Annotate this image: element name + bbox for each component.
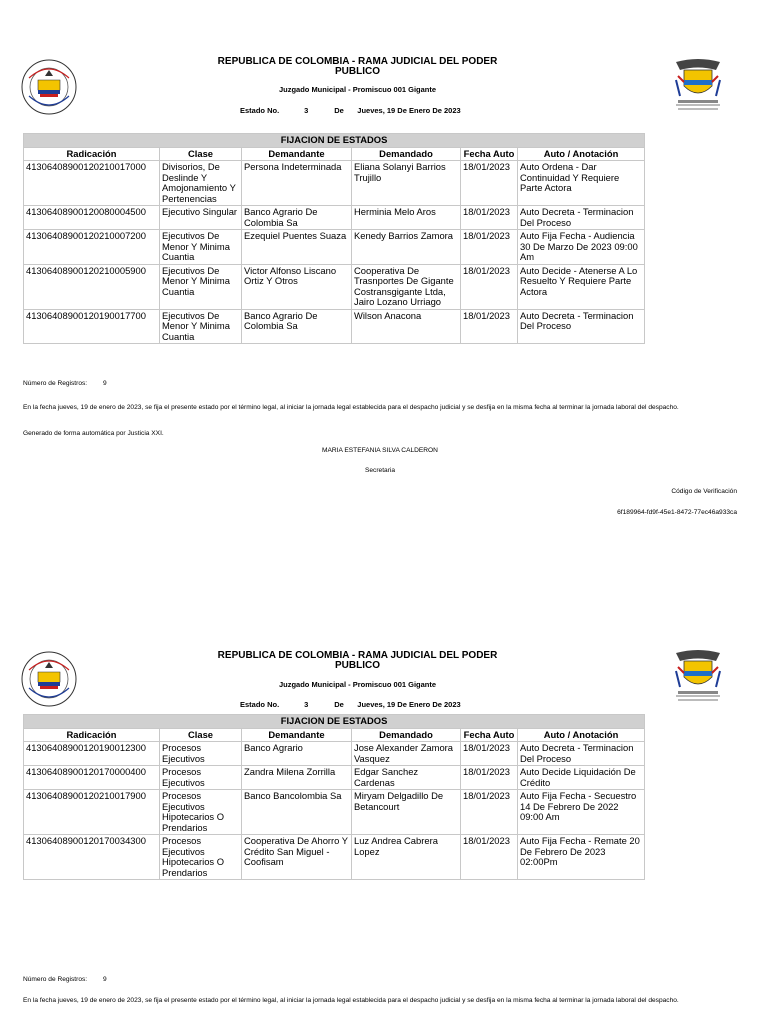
cell-demandante: Banco Agrario De Colombia Sa (242, 309, 352, 344)
cell-demandante: Banco Agrario (242, 742, 352, 766)
colombia-coat-of-arms-icon (670, 56, 726, 114)
cell-demandante: Ezequiel Puentes Suaza (242, 230, 352, 265)
cell-demandado: Edgar Sanchez Cardenas (352, 766, 461, 790)
cell-clase: Procesos Ejecutivos Hipotecarios O Prendarios (160, 790, 242, 835)
table-header-row (24, 147, 645, 161)
registros-label: Número de Registros: (23, 380, 88, 387)
registros-label: Número de Registros: (23, 976, 88, 983)
col-auto-anotacion: Auto / Anotación (518, 728, 645, 742)
cell-anotacion: Auto Decide - Atenerse A Lo Resuelto Y Requiere Parte Actora (518, 264, 645, 309)
cell-radicacion: 41306408900120190017700 (24, 309, 160, 344)
cell-anotacion: Auto Decreta - Terminacion Del Proceso (518, 742, 645, 766)
fijacion-table (23, 133, 645, 344)
table-row (24, 835, 645, 880)
table-row (24, 766, 645, 790)
col-demandante: Demandante (242, 728, 352, 742)
page-title: REPUBLICA DE COLOMBIA - RAMA JUDICIAL DEL PODER PUBLICO (217, 650, 498, 671)
table-row (24, 790, 645, 835)
col-radicacion: Radicación (24, 728, 160, 742)
cell-demandado: Jose Alexander Zamora Vasquez (352, 742, 461, 766)
fijacion-notice: En la fecha jueves, 19 de enero de 2023, se fija el presente estado por el término legal, al iniciar la jornada legal establecida para el despacho judicial y se desfija en la misma fecha al terminar la jornada laboral del despacho. (23, 997, 679, 1004)
cell-radicacion: 41306408900120210017000 (24, 161, 160, 206)
col-clase: Clase (160, 147, 242, 161)
col-fecha-auto: Fecha Auto (461, 147, 518, 161)
fijacion-notice: En la fecha jueves, 19 de enero de 2023, se fija el presente estado por el término legal, al iniciar la jornada legal establecida para el despacho judicial y se desfija en la misma fecha al terminar la jornada laboral del despacho. (23, 404, 679, 411)
table-row (24, 309, 645, 344)
cell-fecha-auto: 18/01/2023 (461, 206, 518, 230)
signer-name: MARIA ESTEFANIA SILVA CALDERON (322, 447, 438, 454)
cell-fecha-auto: 18/01/2023 (461, 766, 518, 790)
cell-anotacion: Auto Decide Liquidación De Crédito (518, 766, 645, 790)
col-fecha-auto: Fecha Auto (461, 728, 518, 742)
page-title: REPUBLICA DE COLOMBIA - RAMA JUDICIAL DEL PODER PUBLICO (217, 56, 498, 77)
court-name: Juzgado Municipal - Promiscuo 001 Gigante (278, 680, 437, 689)
cell-anotacion: Auto Fija Fecha - Secuestro 14 De Febrero De 2022 09:00 Am (518, 790, 645, 835)
cell-radicacion: 41306408900120080004500 (24, 206, 160, 230)
cell-radicacion: 41306408900120190012300 (24, 742, 160, 766)
col-demandante: Demandante (242, 147, 352, 161)
cell-demandado: Luz Andrea Cabrera Lopez (352, 835, 461, 880)
cell-clase: Procesos Ejecutivos (160, 742, 242, 766)
cell-clase: Ejecutivos De Menor Y Minima Cuantia (160, 309, 242, 344)
cell-anotacion: Auto Decreta - Terminacion Del Proceso (518, 206, 645, 230)
cell-demandante: Cooperativa De Ahorro Y Crédito San Miguel - Coofisam (242, 835, 352, 880)
table-header-row (24, 728, 645, 742)
cell-fecha-auto: 18/01/2023 (461, 835, 518, 880)
table-banner: FIJACION DE ESTADOS (24, 715, 645, 729)
cell-radicacion: 41306408900120210017900 (24, 790, 160, 835)
estado-date: Jueves, 19 De Enero De 2023 (357, 700, 461, 709)
de-label: De (334, 106, 344, 115)
cell-demandado: Herminia Melo Aros (352, 206, 461, 230)
cell-demandado: Kenedy Barrios Zamora (352, 230, 461, 265)
estado-date: Jueves, 19 De Enero De 2023 (357, 106, 461, 115)
rama-judicial-seal-icon (20, 58, 78, 116)
cell-demandante: Victor Alfonso Liscano Ortiz Y Otros (242, 264, 352, 309)
cell-clase: Ejecutivo Singular (160, 206, 242, 230)
col-demandado: Demandado (352, 728, 461, 742)
registros-count (23, 976, 107, 985)
signer-role: Secretaria (364, 467, 396, 474)
cell-anotacion: Auto Ordena - Dar Continuidad Y Requiere Parte Actora (518, 161, 645, 206)
cell-fecha-auto: 18/01/2023 (461, 309, 518, 344)
cell-anotacion: Auto Fija Fecha - Remate 20 De Febrero De 2023 02:00Pm (518, 835, 645, 880)
colombia-coat-of-arms-icon (670, 647, 726, 705)
table-banner: FIJACION DE ESTADOS (24, 134, 645, 148)
cell-fecha-auto: 18/01/2023 (461, 230, 518, 265)
cell-radicacion: 41306408900120210005900 (24, 264, 160, 309)
cell-demandado: Cooperativa De Trasnportes De Gigante Costransgigante Ltda, Jairo Lozano Urriago (352, 264, 461, 309)
rama-judicial-seal-icon (20, 650, 78, 708)
de-label: De (334, 700, 344, 709)
table-row (24, 230, 645, 265)
cell-clase: Procesos Ejecutivos Hipotecarios O Prendarios (160, 835, 242, 880)
cell-fecha-auto: 18/01/2023 (461, 264, 518, 309)
estado-number: 3 (304, 700, 309, 709)
estado-label: Estado No. (240, 106, 280, 115)
generated-note: Generado de forma automática por Justicia XXI. (23, 430, 164, 437)
registros-value: 9 (102, 380, 107, 387)
cell-clase: Ejecutivos De Menor Y Minima Cuantia (160, 264, 242, 309)
table-row (24, 161, 645, 206)
cell-radicacion: 41306408900120170000400 (24, 766, 160, 790)
cell-fecha-auto: 18/01/2023 (461, 161, 518, 206)
col-demandado: Demandado (352, 147, 461, 161)
cell-demandante: Persona Indeterminada (242, 161, 352, 206)
cell-demandado: Eliana Solanyi Barrios Trujillo (352, 161, 461, 206)
registros-count (23, 380, 107, 389)
table-row (24, 264, 645, 309)
verification-code: 6f189964-fd9f-45e1-8472-77ec46a933ca (617, 509, 737, 516)
cell-demandado: Miryam Delgadillo De Betancourt (352, 790, 461, 835)
col-auto-anotacion: Auto / Anotación (518, 147, 645, 161)
cell-demandante: Banco Agrario De Colombia Sa (242, 206, 352, 230)
cell-demandante: Zandra Milena Zorrilla (242, 766, 352, 790)
estado-label: Estado No. (240, 700, 280, 709)
table-row (24, 742, 645, 766)
cell-demandante: Banco Bancolombia Sa (242, 790, 352, 835)
estado-line (240, 700, 461, 709)
cell-fecha-auto: 18/01/2023 (461, 790, 518, 835)
cell-clase: Divisorios, De Deslinde Y Amojonamiento Y Pertenencias (160, 161, 242, 206)
verification-label: Código de Verificación (671, 488, 737, 495)
registros-value: 9 (102, 976, 107, 983)
cell-demandado: Wilson Anacona (352, 309, 461, 344)
cell-anotacion: Auto Fija Fecha - Audiencia 30 De Marzo De 2023 09:00 Am (518, 230, 645, 265)
cell-radicacion: 41306408900120210007200 (24, 230, 160, 265)
estado-line (240, 106, 461, 115)
cell-anotacion: Auto Decreta - Terminacion Del Proceso (518, 309, 645, 344)
court-name: Juzgado Municipal - Promiscuo 001 Gigante (278, 85, 437, 94)
cell-clase: Ejecutivos De Menor Y Minima Cuantia (160, 230, 242, 265)
cell-fecha-auto: 18/01/2023 (461, 742, 518, 766)
table-row (24, 206, 645, 230)
col-clase: Clase (160, 728, 242, 742)
cell-radicacion: 41306408900120170034300 (24, 835, 160, 880)
estado-number: 3 (304, 106, 309, 115)
cell-clase: Procesos Ejecutivos (160, 766, 242, 790)
col-radicacion: Radicación (24, 147, 160, 161)
fijacion-table (23, 714, 645, 880)
